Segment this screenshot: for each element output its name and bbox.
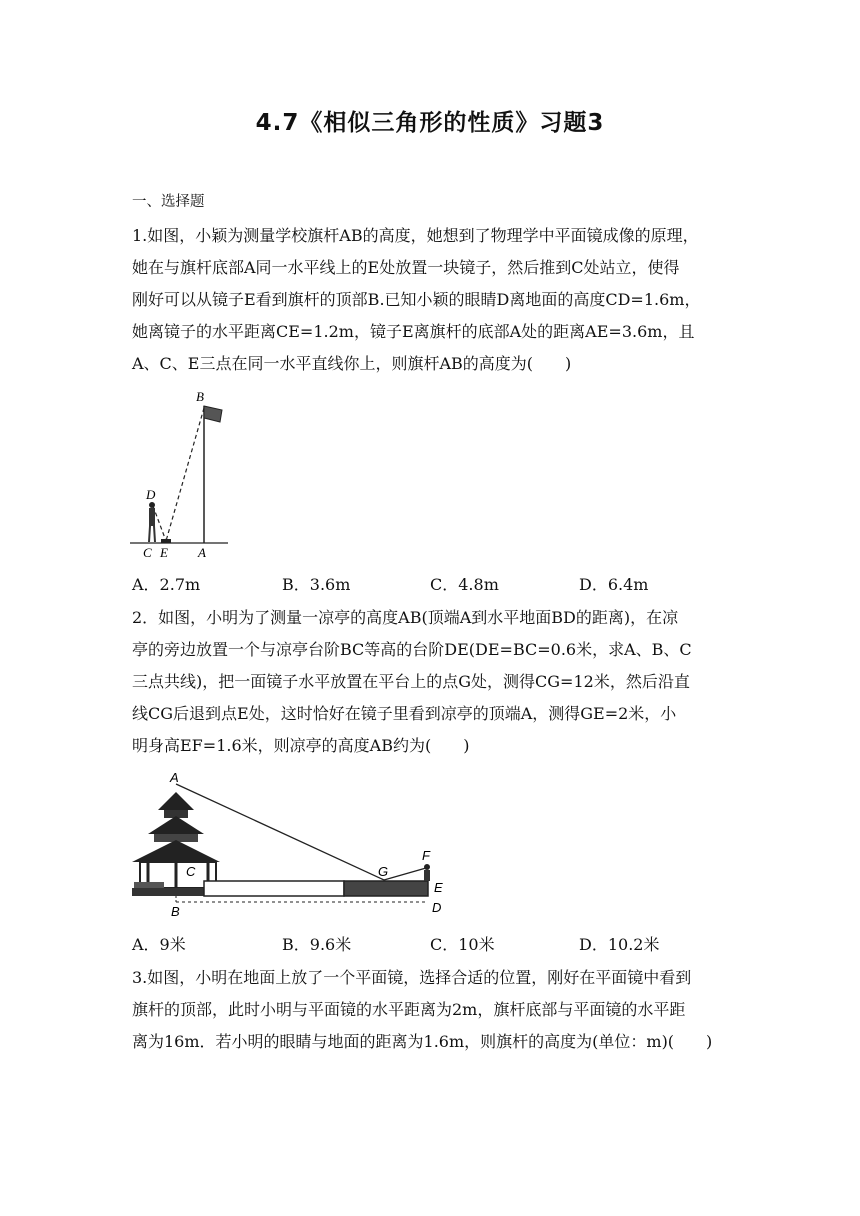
option-c: C．4.8m <box>430 575 499 594</box>
person-figure <box>424 864 430 881</box>
question-2-options <box>132 932 732 956</box>
label-a: A <box>170 770 179 785</box>
section-heading: 一、选择题 <box>132 194 205 210</box>
option-d: D．6.4m <box>579 575 649 594</box>
question-line: 3.如图，小明在地面上放了一个平面镜，选择合适的位置，刚好在平面镜中看到 <box>132 968 692 987</box>
label-e: E <box>434 880 443 895</box>
label-b: B <box>196 389 204 404</box>
question-line: 亭的旁边放置一个与凉亭台阶BC等高的台阶DE(DE=BC=0.6米，求A、B、C <box>132 640 692 659</box>
question-line: 三点共线)，把一面镜子水平放置在平台上的点G处，测得CG=12米，然后沿直 <box>132 672 690 691</box>
label-g: G <box>378 864 389 879</box>
option-b: B．9.6米 <box>282 935 352 954</box>
platform-walkway <box>204 881 344 896</box>
mirror <box>161 539 171 543</box>
label-c: C <box>186 864 196 879</box>
question-line: 旗杆的顶部，此时小明与平面镜的水平距离为2m，旗杆底部与平面镜的水平距 <box>132 1000 686 1019</box>
label-b: B <box>171 904 180 919</box>
reflection-ray <box>166 408 204 541</box>
question-line: 线CG后退到点E处，这时恰好在镜子里看到凉亭的顶端A，测得GE=2米，小 <box>132 704 677 723</box>
question-line: 刚好可以从镜子E看到旗杆的顶部B.已知小颖的眼睛D离地面的高度CD=1.6m， <box>132 290 701 309</box>
question-line: 明身高EF=1.6米，则凉亭的高度AB约为( ) <box>132 736 470 755</box>
person-figure <box>149 502 155 542</box>
label-c: C <box>143 545 152 560</box>
ray-gf <box>384 868 426 880</box>
question-line: 她在与旗杆底部A同一水平线上的E处放置一块镜子，然后推到C处站立，使得 <box>132 258 680 277</box>
pavilion-mirror-figure <box>128 770 458 920</box>
question-1-text <box>132 220 732 380</box>
option-b: B．3.6m <box>282 575 351 594</box>
question-3-text <box>132 962 732 1058</box>
option-c: C．10米 <box>430 935 495 954</box>
question-line: 她离镜子的水平距离CE=1.2m，镜子E离旗杆的底部A处的距离AE=3.6m，且 <box>132 322 695 341</box>
question-line: A、C、E三点在同一水平直线你上，则旗杆AB的高度为( ) <box>132 354 572 373</box>
question-2-text <box>132 602 732 762</box>
page-title: 4.7《相似三角形的性质》习题3 <box>255 110 605 136</box>
option-a: A．9米 <box>132 935 186 954</box>
question-line: 离为16m．若小明的眼睛与地面的距离为1.6m，则旗杆的高度为(单位：m)( ) <box>132 1032 713 1051</box>
option-d: D．10.2米 <box>579 935 660 954</box>
label-f: F <box>422 848 430 863</box>
label-e: E <box>160 545 168 560</box>
step-de <box>344 881 428 896</box>
label-d: D <box>432 900 442 915</box>
flagpole-mirror-figure <box>128 388 238 560</box>
question-1-options <box>132 572 732 596</box>
option-a: A．2.7m <box>132 575 201 594</box>
label-d: D <box>146 487 156 502</box>
label-a: A <box>198 545 206 560</box>
question-line: 1.如图，小颖为测量学校旗杆AB的高度，她想到了物理学中平面镜成像的原理， <box>132 226 699 245</box>
question-line: 2．如图，小明为了测量一凉亭的高度AB(顶端A到水平地面BD的距离)，在凉 <box>132 608 679 627</box>
flag <box>204 406 222 422</box>
